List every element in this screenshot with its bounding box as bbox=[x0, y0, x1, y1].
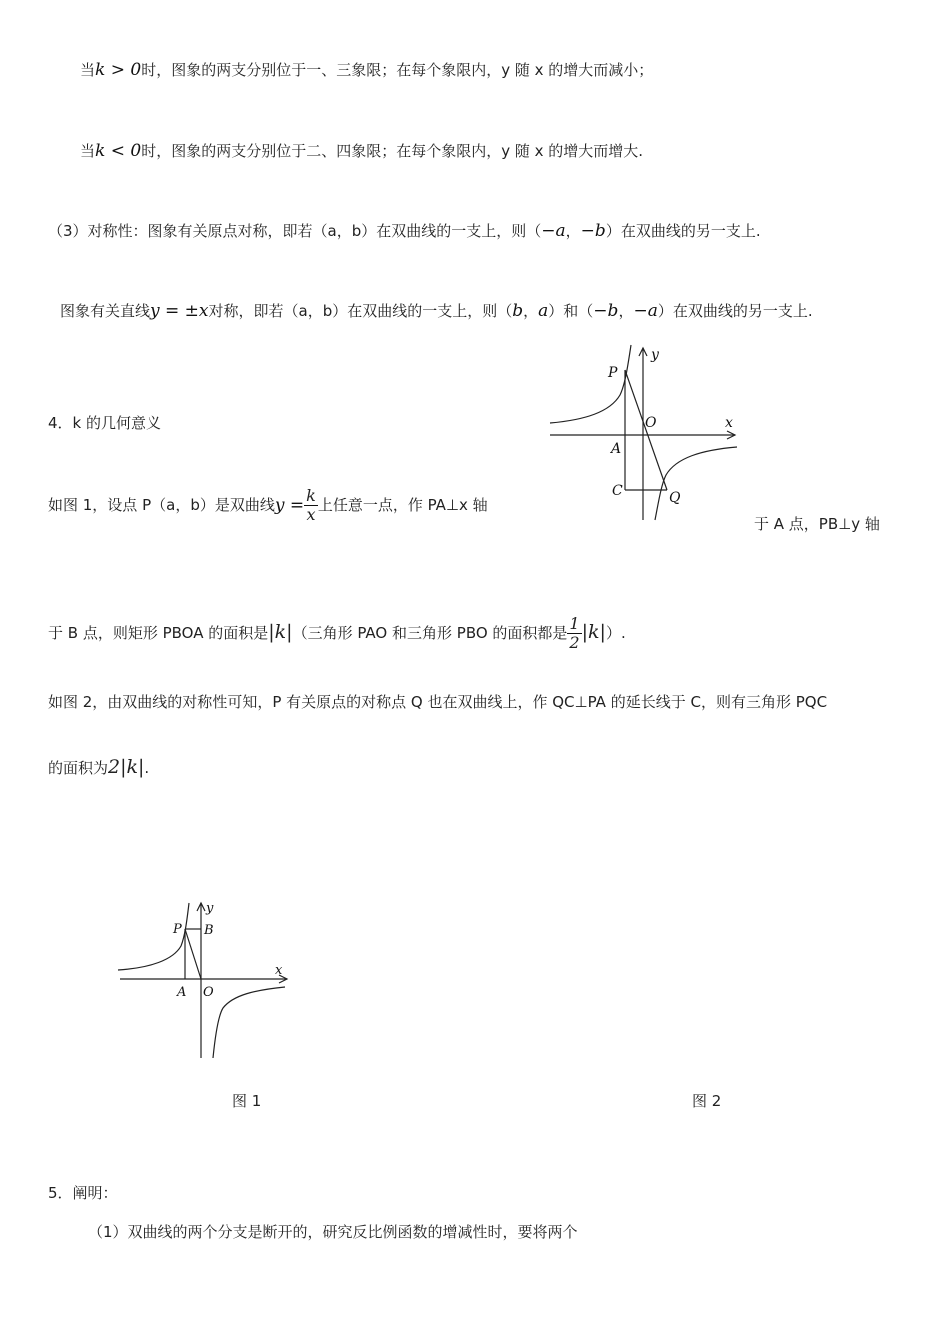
text-segment: ， bbox=[618, 302, 634, 320]
text-line-symmetry-diagonal bbox=[60, 301, 813, 321]
math-neg-a: −a bbox=[633, 301, 658, 321]
fraction-denominator: x bbox=[306, 505, 316, 524]
fraction-k-over-x bbox=[304, 487, 318, 524]
fraction-numerator: k bbox=[306, 486, 316, 505]
caption-figure-2: 图 2 bbox=[692, 1092, 722, 1110]
caption-figure-1: 图 1 bbox=[232, 1092, 262, 1110]
text-line-fig1-setup-end: 于 A 点，PB⊥y 轴 bbox=[754, 515, 880, 533]
text-segment: 时，图象的两支分别位于一、三象限；在每个象限内，y 随 x 的增大而减小； bbox=[141, 61, 654, 79]
text-segment: ）. bbox=[605, 624, 626, 642]
label-Q: Q bbox=[669, 490, 681, 506]
text-segment: 如图 1，设点 P（a，b）是双曲线 bbox=[48, 496, 275, 514]
text-segment: 图象有关直线 bbox=[60, 302, 151, 320]
label-P: P bbox=[608, 365, 618, 381]
text-segment: . bbox=[144, 759, 150, 777]
figure-2-graph bbox=[545, 340, 745, 525]
math-k-positive: k > 0 bbox=[95, 60, 142, 80]
text-segment: ， bbox=[523, 302, 539, 320]
label-x: x bbox=[725, 415, 733, 431]
text-line-fig1-setup bbox=[48, 485, 488, 526]
label-x: x bbox=[275, 963, 283, 978]
text-segment: 当 bbox=[80, 61, 96, 79]
text-segment: 的面积为 bbox=[48, 759, 109, 777]
text-segment: （三角形 PAO 和三角形 PBO 的面积都是 bbox=[292, 624, 568, 642]
text-line-symmetry-origin bbox=[48, 221, 761, 241]
math-abs-k: |k| bbox=[581, 621, 606, 643]
fraction-denominator: 2 bbox=[569, 633, 580, 652]
text-segment: ）和（ bbox=[548, 302, 594, 320]
label-P: P bbox=[173, 922, 182, 937]
text-line-k-positive bbox=[80, 60, 653, 80]
text-line-k-negative bbox=[80, 141, 643, 161]
label-O: O bbox=[203, 985, 214, 1000]
text-segment: 于 B 点，则矩形 PBOA 的面积是 bbox=[48, 624, 269, 642]
text-segment: 时，图象的两支分别位于二、四象限；在每个象限内，y 随 x 的增大而增大. bbox=[141, 142, 644, 160]
math-b: b bbox=[512, 301, 524, 321]
label-B: B bbox=[204, 923, 214, 938]
label-A: A bbox=[611, 441, 622, 457]
section-heading-notes: 5．阐明： bbox=[48, 1184, 118, 1202]
section-heading-k-meaning: 4．k 的几何意义 bbox=[48, 414, 161, 432]
hyperbola-branch-right bbox=[655, 447, 737, 520]
math-neg-a: −a bbox=[541, 221, 566, 241]
label-y: y bbox=[651, 347, 659, 363]
hyperbola-branch-left bbox=[550, 345, 631, 423]
fraction-one-half bbox=[567, 615, 581, 652]
text-segment: 当 bbox=[80, 142, 96, 160]
math-a: a bbox=[538, 301, 549, 321]
math-two-abs-k: 2|k| bbox=[108, 756, 145, 778]
math-k-negative: k < 0 bbox=[95, 141, 142, 161]
text-segment: 对称，即若（a，b）在双曲线的一支上，则（ bbox=[208, 302, 513, 320]
text-line-fig2-desc: 如图 2，由双曲线的对称性可知，P 有关原点的对称点 Q 也在双曲线上，作 QC⊥PA 的延长线于 C，则有三角形 PQC bbox=[48, 693, 828, 711]
text-segment: ， bbox=[565, 222, 581, 240]
fraction-numerator: 1 bbox=[569, 614, 580, 633]
text-segment: （3）对称性：图象有关原点对称，即若（a，b）在双曲线的一支上，则（ bbox=[48, 222, 542, 240]
math-y-equals: y = bbox=[274, 495, 305, 516]
text-line-note-1: （1）双曲线的两个分支是断开的，研究反比例函数的增减性时，要将两个 bbox=[88, 1223, 578, 1241]
text-segment: ）在双曲线的另一支上. bbox=[605, 222, 761, 240]
label-A: A bbox=[177, 985, 187, 1000]
math-neg-b: −b bbox=[580, 221, 606, 241]
text-segment: ）在双曲线的另一支上. bbox=[657, 302, 813, 320]
math-y-pm-x: y = ±x bbox=[150, 301, 209, 321]
text-line-rect-area bbox=[48, 602, 626, 663]
math-abs-k: |k| bbox=[268, 621, 293, 643]
math-neg-b: −b bbox=[593, 301, 619, 321]
text-line-triangle-area bbox=[48, 752, 149, 783]
hyperbola-branch-right bbox=[213, 987, 285, 1058]
label-O: O bbox=[645, 415, 657, 431]
segment-PO bbox=[185, 929, 201, 979]
label-y: y bbox=[206, 901, 214, 916]
text-segment: 上任意一点，作 PA⊥x 轴 bbox=[317, 496, 488, 514]
figure-1-graph bbox=[115, 898, 300, 1063]
label-C: C bbox=[612, 483, 623, 499]
